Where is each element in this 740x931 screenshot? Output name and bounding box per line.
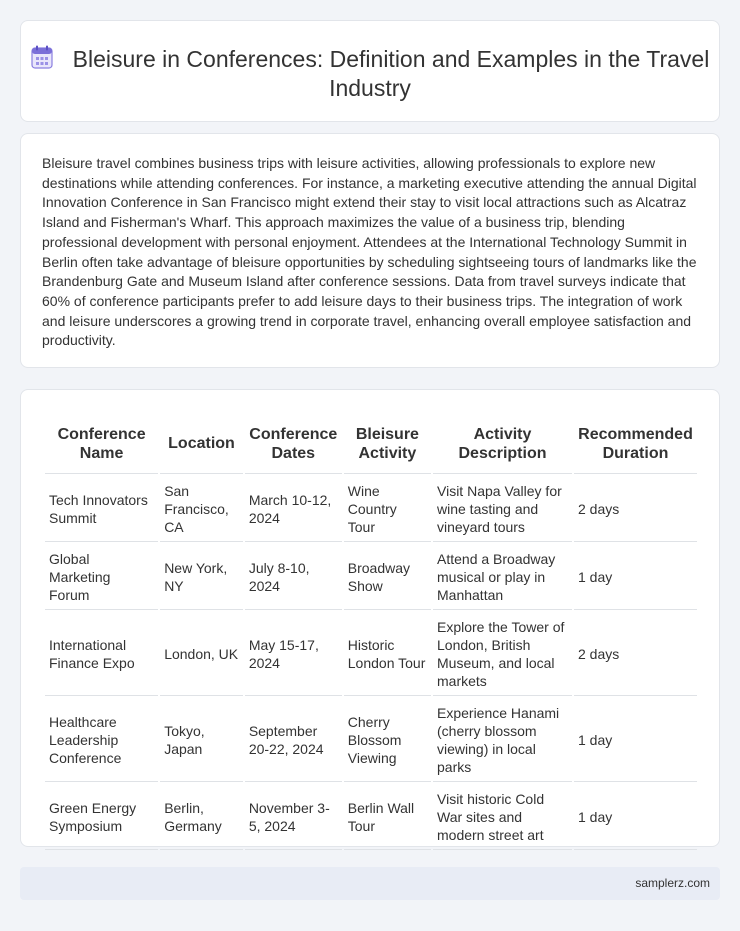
- cell-conference-name: International Finance Expo: [45, 612, 158, 696]
- cell-activity-description: Experience Hanami (cherry blossom viewing) in local parks: [433, 698, 572, 782]
- cell-location: Tokyo, Japan: [160, 698, 243, 782]
- header-conference-dates: Conference Dates: [245, 414, 342, 474]
- header-conference-name: Conference Name: [45, 414, 158, 474]
- cell-activity-description: Attend a Broadway musical or play in Manhattan: [433, 544, 572, 610]
- header-location: Location: [160, 414, 243, 474]
- cell-location: San Francisco, CA: [160, 476, 243, 542]
- header-recommended-duration: Recommended Duration: [574, 414, 697, 474]
- table-row: [45, 544, 697, 610]
- cell-recommended-duration: 1 day: [574, 784, 697, 850]
- table-header-row: [45, 414, 697, 474]
- cell-location: New York, NY: [160, 544, 243, 610]
- cell-conference-dates: September 20-22, 2024: [245, 698, 342, 782]
- table-row: [45, 476, 697, 542]
- cell-conference-name: Healthcare Leadership Conference: [45, 698, 158, 782]
- cell-recommended-duration: 1 day: [574, 544, 697, 610]
- footer-site-link[interactable]: samplerz.com: [635, 876, 710, 890]
- cell-conference-dates: May 15-17, 2024: [245, 612, 342, 696]
- calendar-icon: [31, 45, 53, 69]
- cell-activity-description: Visit Napa Valley for wine tasting and vineyard tours: [433, 476, 572, 542]
- table-card: [20, 389, 720, 847]
- cell-location: London, UK: [160, 612, 243, 696]
- cell-bleisure-activity: Berlin Wall Tour: [344, 784, 431, 850]
- cell-recommended-duration: 2 days: [574, 612, 697, 696]
- cell-bleisure-activity: Historic London Tour: [344, 612, 431, 696]
- cell-recommended-duration: 1 day: [574, 698, 697, 782]
- cell-activity-description: Visit historic Cold War sites and modern street art: [433, 784, 572, 850]
- title-card: [20, 20, 720, 122]
- cell-recommended-duration: 2 days: [574, 476, 697, 542]
- page-title: Bleisure in Conferences: Definition and Examples in the Travel Industry: [72, 46, 710, 101]
- cell-bleisure-activity: Wine Country Tour: [344, 476, 431, 542]
- table-row: [45, 784, 697, 850]
- cell-conference-name: Tech Innovators Summit: [45, 476, 158, 542]
- header-activity-description: Activity Description: [433, 414, 572, 474]
- footer: [20, 867, 720, 900]
- title-wrap: [21, 45, 719, 103]
- cell-conference-dates: November 3-5, 2024: [245, 784, 342, 850]
- cell-activity-description: Explore the Tower of London, British Museum, and local markets: [433, 612, 572, 696]
- table-row: [45, 698, 697, 782]
- cell-conference-name: Global Marketing Forum: [45, 544, 158, 610]
- table-row: [45, 612, 697, 696]
- cell-bleisure-activity: Broadway Show: [344, 544, 431, 610]
- cell-conference-name: Green Energy Symposium: [45, 784, 158, 850]
- header-bleisure-activity: Bleisure Activity: [344, 414, 431, 474]
- conference-table: [43, 412, 699, 852]
- cell-conference-dates: March 10-12, 2024: [245, 476, 342, 542]
- cell-location: Berlin, Germany: [160, 784, 243, 850]
- intro-card: [20, 133, 720, 368]
- intro-paragraph: Bleisure travel combines business trips with leisure activities, allowing professionals to explore new destinations while attending conferences. For instance, a marketing executive attending the annual Digital Innovation Conference in San Francisco might extend their stay to visit local attractions such as Alcatraz Island and Fisherman's Wharf. This approach maximizes the value of a business trip, blending professional development with personal enjoyment. Attendees at the International Technology Summit in Berlin often take advantage of bleisure opportunities by scheduling sightseeing tours of landmarks like the Brandenburg Gate and Museum Island after conference sessions. Data from travel surveys indicate that 60% of conference participants prefer to add leisure days to their business trips. The integration of work and leisure underscores a growing trend in corporate travel, enhancing overall employee satisfaction and productivity.: [42, 155, 697, 349]
- cell-conference-dates: July 8-10, 2024: [245, 544, 342, 610]
- cell-bleisure-activity: Cherry Blossom Viewing: [344, 698, 431, 782]
